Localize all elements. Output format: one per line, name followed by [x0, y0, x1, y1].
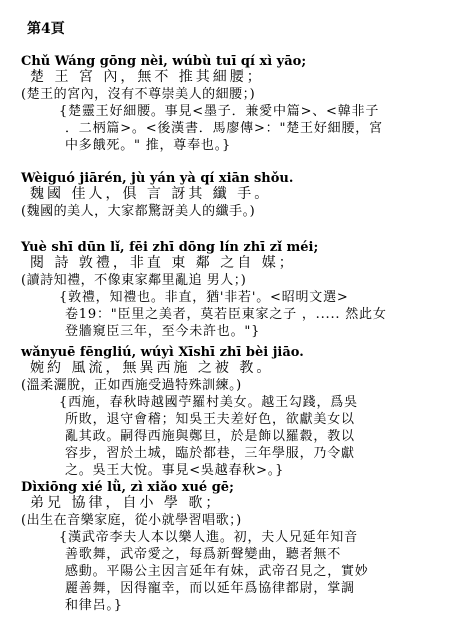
translation-line: (讀詩知禮，不像東家鄰里亂追 男人；): [21, 273, 247, 288]
note-line: 容步，習於土城，臨於都巷，三年學服，乃令獻: [65, 446, 355, 461]
translation-line: (溫柔灑脫，正如西施受過特殊訓練。): [21, 378, 242, 393]
chinese-line: 楚 王 宮 內，無不 推其細腰；: [30, 69, 264, 85]
note-line: 感動。平陽公主因言延年有妹，武帝召見之，實妙: [65, 564, 369, 579]
note-line: {楚靈王好細腰。事見<墨子．兼愛中篇>、<韓非子: [59, 104, 380, 119]
entry-5: [21, 480, 441, 614]
entry-1: [21, 54, 441, 154]
note-line: {西施，春秋時越國苧羅村美女。越王勾踐，爲吳: [59, 395, 358, 410]
chinese-line: 閱 詩 敦禮，非直 東 鄰 之自 媒；: [30, 255, 296, 271]
pinyin-line: Yuè shī dūn lǐ, fēi zhī dōng lín zhī zǐ méi;: [21, 240, 319, 255]
note-line: 之。吳王大悅。事見<吳越春秋>。}: [65, 463, 285, 478]
note-line: ．二柄篇>。<後漢書．馬廖傳>："楚王好細腰，宮: [65, 121, 383, 136]
note-line: 和律呂。}: [65, 598, 123, 613]
note-line: 亂其政。嗣得西施與鄭旦，於是飾以羅縠，教以: [65, 429, 355, 444]
chinese-line: 婉約 風流，無異西施 之被 教。: [30, 360, 274, 376]
note-line: 所敗，退守會稽；知吳王夫差好色，欲獻美女以: [65, 412, 355, 427]
note-line: 善歌舞，武帝愛之，每爲新聲變曲，聽者無不: [65, 547, 342, 562]
pinyin-line: Wèiguó jiārén, jù yán yà qí xiān shǒu.: [21, 171, 294, 186]
entry-2: [21, 171, 441, 220]
entry-3: [21, 240, 441, 340]
entry-4: [21, 345, 441, 479]
translation-line: (魏國的美人，大家都驚訝美人的纖手。): [21, 204, 256, 219]
page-number: 第4頁: [27, 21, 65, 37]
pinyin-line: wǎnyuē fēngliú, wúyì Xīshī zhī bèi jiāo.: [21, 345, 304, 360]
pinyin-line: Chǔ Wáng gōng nèi, wúbù tuī qí xì yāo;: [21, 54, 307, 69]
note-line: 卷19："臣里之美者，莫若臣東家之子 ，..... 然此女: [65, 307, 387, 322]
translation-line: (楚王的宮內，沒有不尊崇美人的細腰；): [21, 87, 256, 102]
note-line: {敦禮，知禮也。非直，猶'非若'。<昭明文選>: [59, 290, 349, 305]
chinese-line: 魏國 佳人，俱 言 訝其 纖 手。: [30, 186, 272, 202]
note-line: 中多餓死。" 推，尊奉也。}: [65, 138, 232, 153]
note-line: {漢武帝李夫人本以樂人進。初，夫人兄延年知音: [59, 530, 358, 545]
note-line: 登牆窺臣三年，至今未許也。"}: [65, 324, 261, 339]
chinese-line: 弟兄 協律，自小 學 歌；: [30, 495, 223, 511]
translation-line: (出生在音樂家庭，從小就學習唱歌；): [21, 513, 242, 528]
pinyin-line: Dìxiōng xié lǜ, zì xiǎo xué gē;: [21, 480, 234, 495]
note-line: 麗善舞，因得寵幸，而以延年爲協律都尉，掌調: [65, 581, 355, 596]
